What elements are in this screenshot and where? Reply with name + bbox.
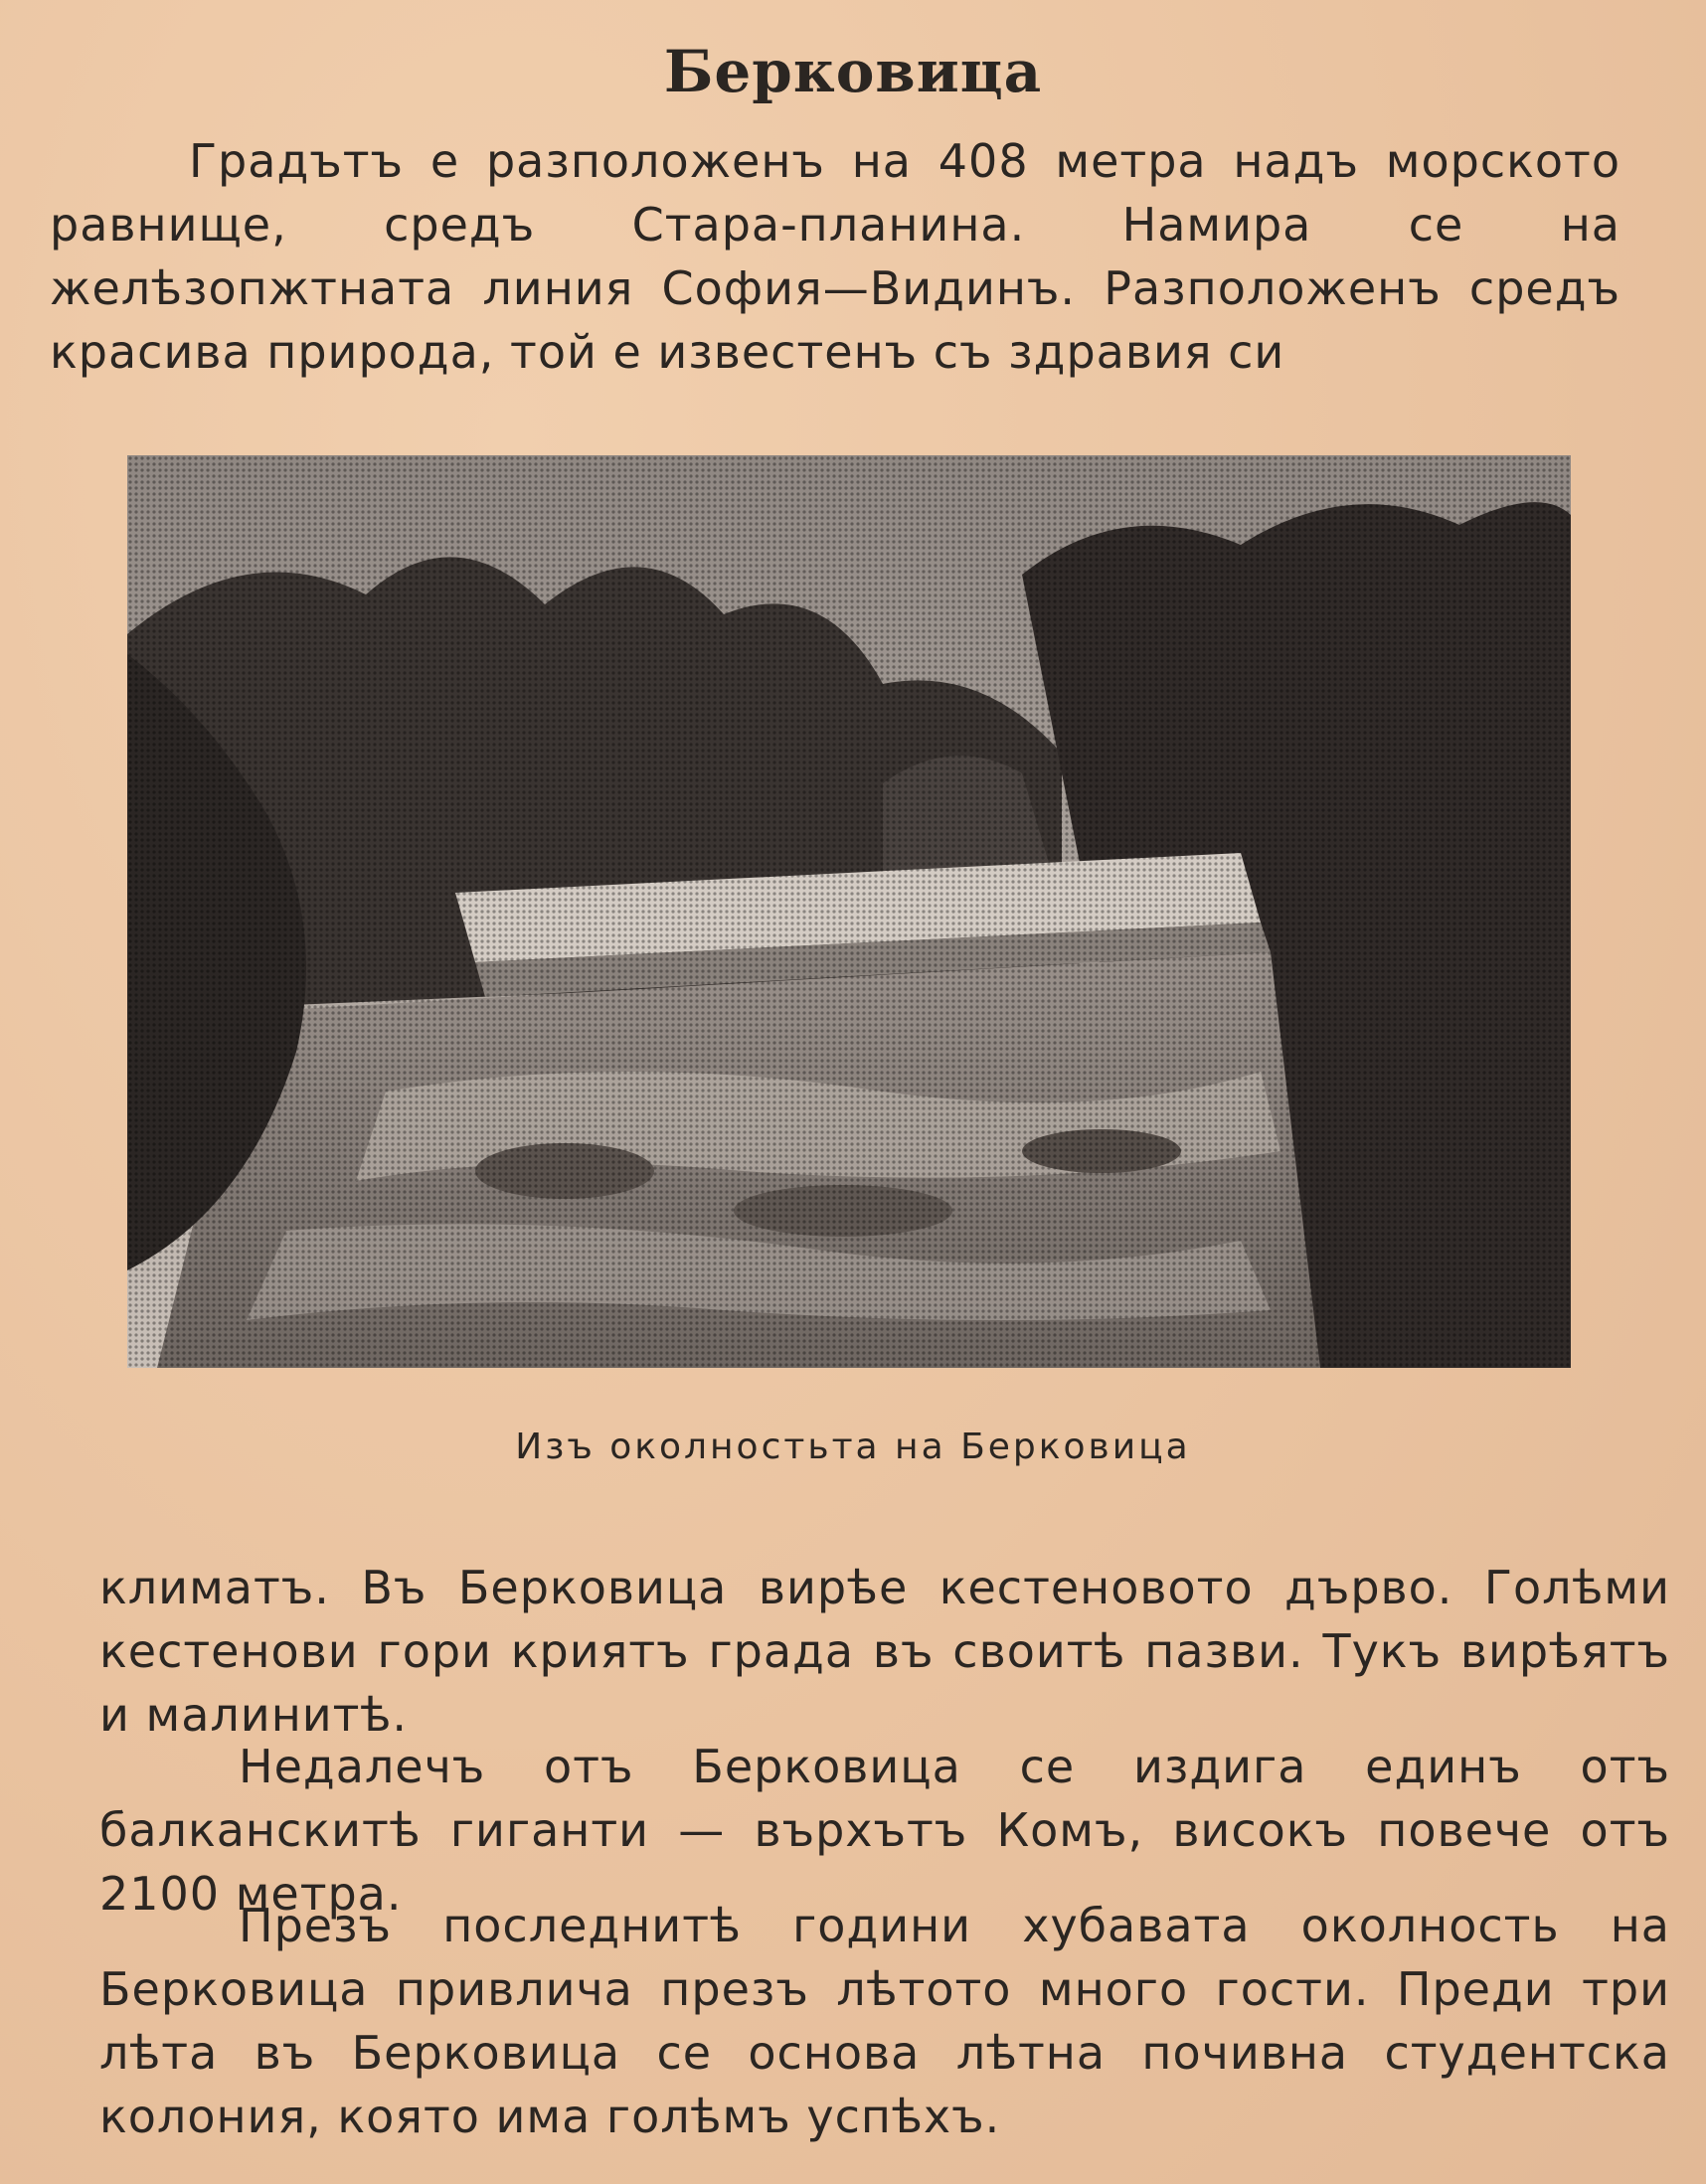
paragraph-climate: климатъ. Въ Берковица вирѣе кестеновото дърво. Голѣми кестенови гори криятъ града въ своитѣ пазви. Тукъ вирѣятъ и малинитѣ. <box>99 1561 1670 1742</box>
paragraph-student-colony: Презъ последнитѣ години хубавата околность на Берковица привлича презъ лѣтото много гости. Преди три лѣта въ Берковица се основа лѣтна почивна студентска колония, която има голѣмъ успѣхъ. <box>99 1899 1670 2143</box>
river-photo <box>127 455 1571 1368</box>
photo-caption: Изъ околностьта на Берковица <box>515 1427 1191 1467</box>
photo-illustration <box>127 455 1571 1368</box>
paragraph-intro: Градътъ е разположенъ на 408 метра надъ морското равнище, средъ Стара-планина. Намира се на желѣзопжтната линия София—Видинъ. Разположенъ средъ красива природа, той е известенъ съ здравия си <box>50 134 1621 379</box>
paragraph-kom-peak: Недалечъ отъ Берковица се издига единъ отъ балканскитѣ гиганти — върхътъ Комъ, високъ повече отъ 2100 метра. <box>99 1740 1670 1921</box>
page-title: Берковица <box>663 38 1043 105</box>
